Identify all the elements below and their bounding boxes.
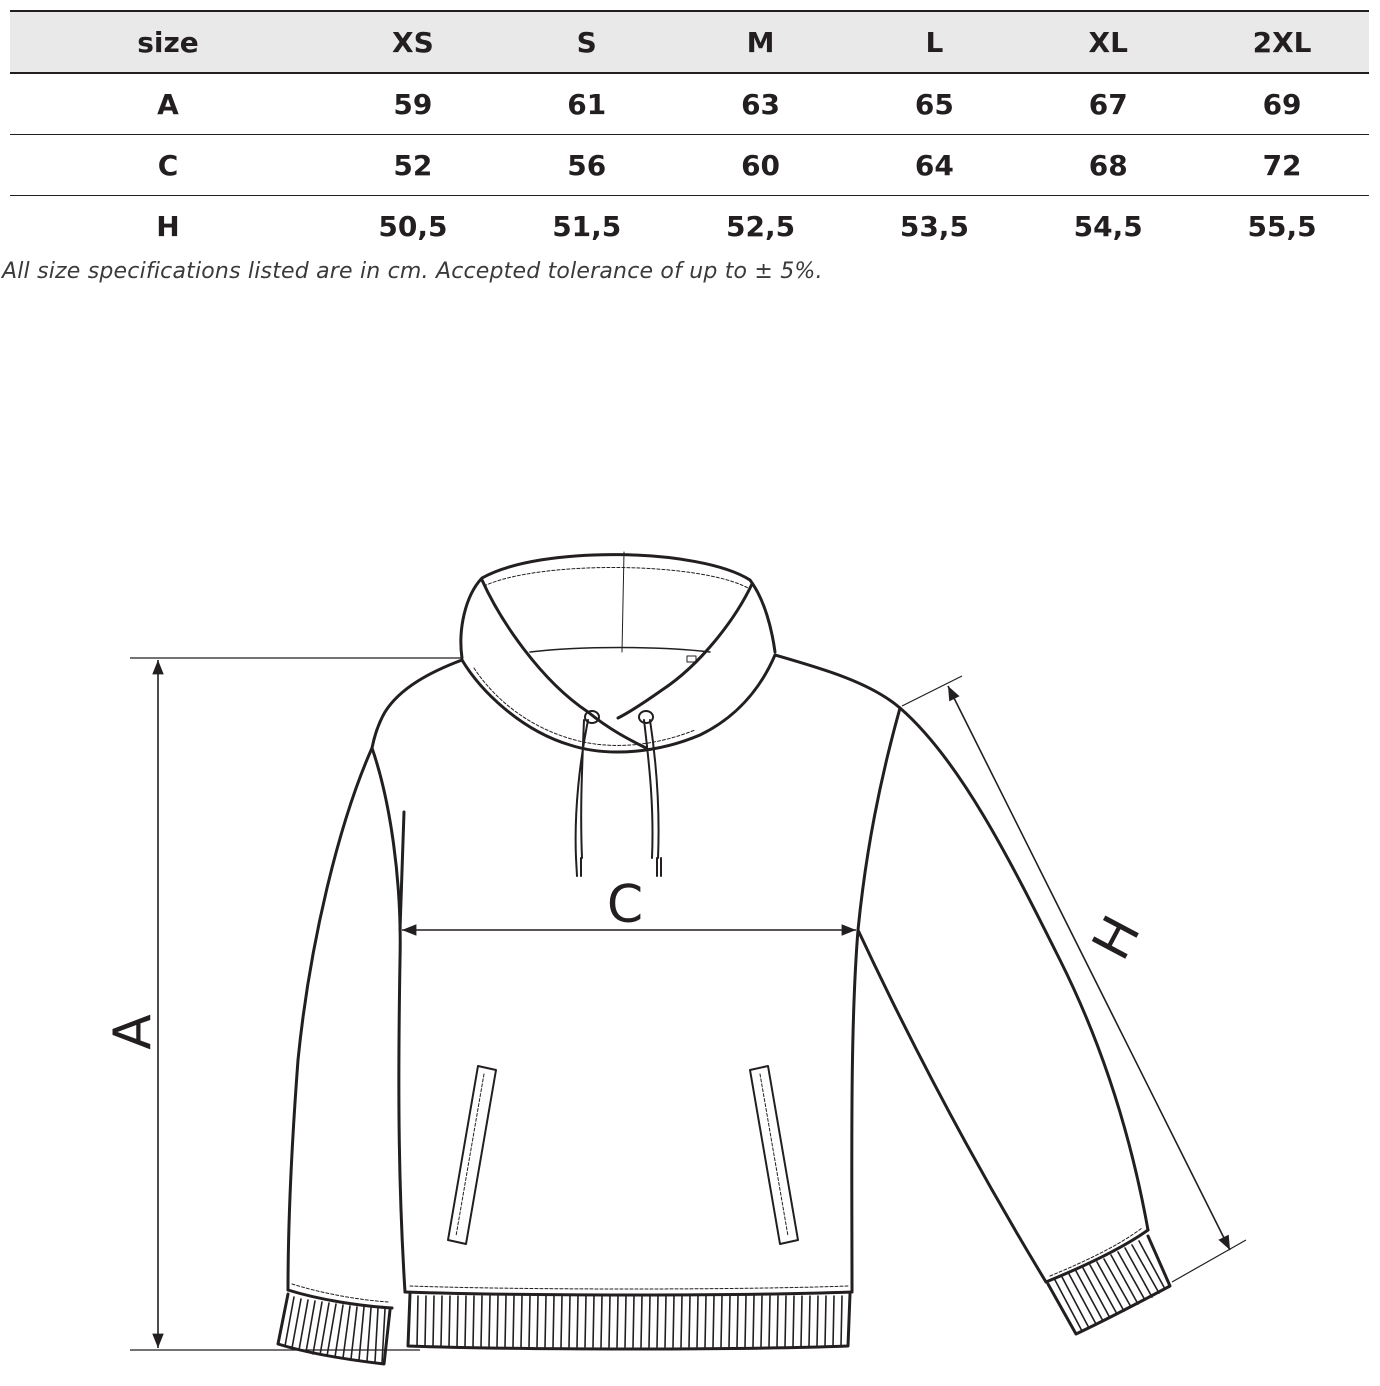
sleeve-left-hem bbox=[288, 1290, 392, 1308]
hoodie-outline bbox=[278, 552, 1170, 1364]
pocket-left-stitch bbox=[456, 1074, 484, 1236]
cuff-right-ribbing bbox=[1055, 1241, 1165, 1331]
row-label-h: H bbox=[156, 209, 180, 243]
measurement-a bbox=[130, 658, 462, 1350]
size-header-m: M bbox=[674, 11, 848, 73]
collar-lower bbox=[462, 655, 775, 752]
dimension-h-line bbox=[948, 686, 1230, 1250]
table-cell: 61 bbox=[500, 73, 674, 135]
table-cell: 65 bbox=[847, 73, 1021, 135]
hood-center-seam bbox=[622, 552, 624, 652]
table-cell: 50,5 bbox=[378, 209, 448, 243]
table-cell: 60 bbox=[674, 135, 848, 196]
table-cell: 53,5 bbox=[899, 209, 969, 243]
hood-left-panel bbox=[482, 580, 646, 748]
sleeve-left-outer bbox=[288, 748, 372, 1290]
table-cell: 67 bbox=[1021, 73, 1195, 135]
table-cell: 72 bbox=[1195, 135, 1369, 196]
row-label-c: C bbox=[10, 135, 326, 196]
table-cell: 52 bbox=[326, 135, 500, 196]
guide-h-bottom bbox=[1172, 1240, 1246, 1282]
shoulder-right bbox=[775, 655, 900, 708]
size-header-xl: XL bbox=[1021, 11, 1195, 73]
body-left-seam bbox=[400, 812, 404, 930]
hem-stitch bbox=[410, 1286, 848, 1289]
neck-label bbox=[687, 656, 696, 662]
neckline-back bbox=[530, 648, 710, 653]
size-header-xs: XS bbox=[326, 11, 500, 73]
drawstring-right bbox=[644, 720, 659, 858]
row-label-a: A bbox=[10, 73, 326, 135]
drawstring-left bbox=[576, 720, 588, 858]
table-cell: 51,5 bbox=[552, 209, 622, 243]
table-cell: 64 bbox=[847, 135, 1021, 196]
size-header-s: S bbox=[500, 11, 674, 73]
table-cell: 68 bbox=[1021, 135, 1195, 196]
size-header-2xl: 2XL bbox=[1195, 11, 1369, 73]
shoulder-left bbox=[372, 660, 462, 748]
table-cell: 54,5 bbox=[1073, 209, 1143, 243]
sleeve-right-inner bbox=[858, 930, 1046, 1282]
sleeve-left-stitch bbox=[292, 1284, 388, 1302]
table-cell: 55,5 bbox=[1247, 209, 1317, 243]
body-left-side bbox=[372, 748, 405, 1292]
sleeve-right-outer bbox=[900, 708, 1148, 1230]
label-h: H bbox=[1081, 906, 1153, 970]
label-a: A bbox=[103, 1014, 163, 1050]
sleeve-right-hem bbox=[1046, 1230, 1148, 1282]
table-cell: 56 bbox=[500, 135, 674, 196]
table-cell: 69 bbox=[1195, 73, 1369, 135]
body-hem bbox=[405, 1292, 852, 1295]
label-c: C bbox=[606, 875, 644, 935]
tolerance-note: All size specifications listed are in cm. Accepted tolerance of up to ± 5%. bbox=[2, 259, 823, 284]
table-cell: 59 bbox=[326, 73, 500, 135]
guide-h-top bbox=[902, 676, 962, 706]
hood-right-panel bbox=[618, 584, 752, 718]
table-cell: 63 bbox=[674, 73, 848, 135]
table-cell: 52,5 bbox=[726, 209, 796, 243]
waistband-ribbing bbox=[417, 1296, 842, 1347]
size-header-label: size bbox=[10, 11, 326, 73]
size-header-l: L bbox=[847, 11, 1021, 73]
hood-back bbox=[461, 555, 775, 658]
pocket-left bbox=[448, 1066, 496, 1244]
hood-inner-seam bbox=[484, 567, 748, 588]
